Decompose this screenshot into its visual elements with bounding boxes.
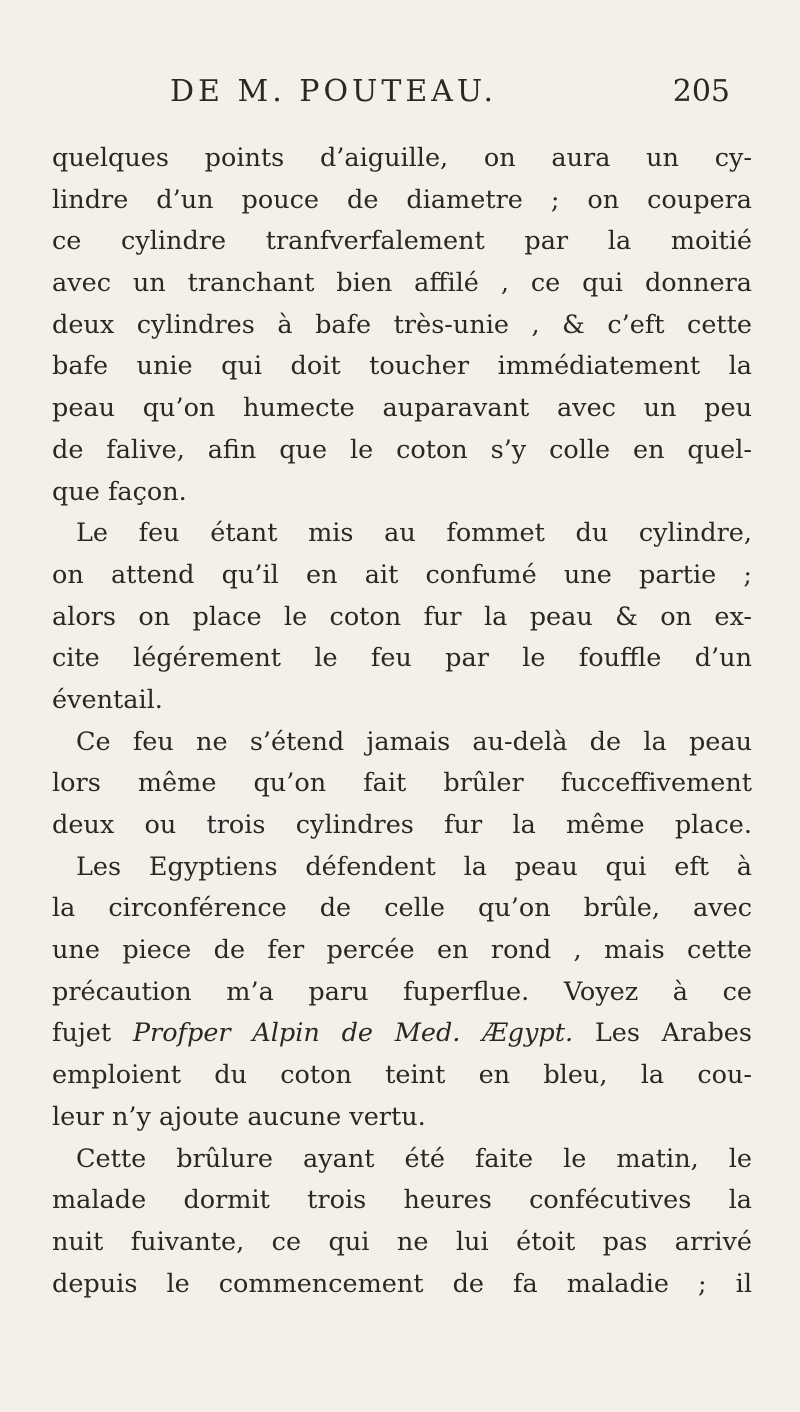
text-line: nuit fuivante, ce qui ne lui étoit pas arrivé [52, 1226, 752, 1257]
text-line: peau qu’on humecte auparavant avec un peu [52, 393, 752, 424]
text-line: Le feu étant mis au fommet du cylindre, [76, 518, 752, 549]
page-number: 205 [672, 74, 730, 109]
text-line: bafe unie qui doit toucher immédiatement la [52, 351, 752, 382]
text-line: de falive, afin que le coton s’y colle en quel- [52, 434, 752, 465]
text-line: cite légérement le feu par le fouffle d’un [52, 643, 752, 674]
text-line: une piece de fer percée en rond , mais cette [52, 935, 752, 966]
text-line: avec un tranchant bien affilé , ce qui donnera [52, 268, 752, 299]
text-line: que façon. [52, 476, 187, 507]
text-line: deux cylindres à bafe très-unie , & c’eft cette [52, 309, 752, 340]
text-line: deux ou trois cylindres fur la même place. [52, 810, 752, 840]
text-line: précaution m’a paru fuperflue. Voyez à ce [52, 976, 752, 1007]
text-line: Ce feu ne s’étend jamais au-delà de la peau [76, 726, 752, 757]
text-line: depuis le commencement de fa maladie ; il [52, 1268, 752, 1299]
body-text [52, 138, 752, 1305]
text-line: lindre d’un pouce de diametre ; on coupera [52, 184, 752, 215]
text-line: la circonférence de celle qu’on brûle, avec [52, 893, 752, 924]
text-line: ce cylindre tranfverfalement par la moitié [52, 226, 752, 257]
text-line: malade dormit trois heures confécutives la [52, 1185, 752, 1216]
running-header [170, 74, 730, 118]
text-line: Les Egyptiens défendent la peau qui eft à [76, 851, 752, 882]
citation-post: Les Arabes [573, 1018, 752, 1049]
text-line: emploient du coton teint en bleu, la cou- [52, 1060, 752, 1091]
text-line: Cette brûlure ayant été faite le matin, le [76, 1143, 752, 1174]
citation-title: Profper Alpin de Med. Ægypt. [132, 1018, 574, 1049]
running-title: DE M. POUTEAU. [170, 74, 497, 109]
text-line-citation [52, 1013, 752, 1055]
text-line: quelques points d’aiguille, on aura un cy- [52, 143, 752, 173]
text-line: alors on place le coton fur la peau & on ex- [52, 601, 752, 632]
text-line: on attend qu’il en ait confumé une partie ; [52, 559, 752, 590]
text-line: éventail. [52, 684, 163, 715]
text-line: lors même qu’on fait brûler fucceffivement [52, 768, 752, 799]
citation-pre: fujet [52, 1018, 133, 1049]
text-line: leur n’y ajoute aucune vertu. [52, 1101, 426, 1132]
